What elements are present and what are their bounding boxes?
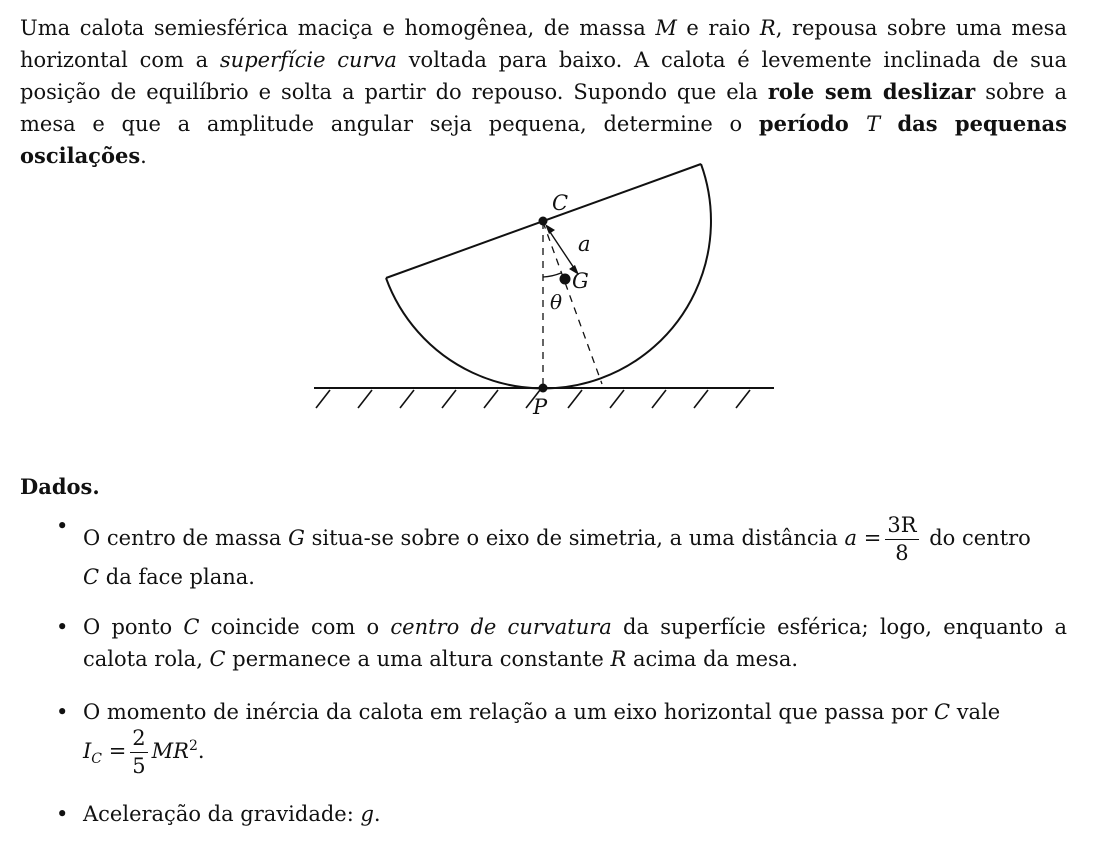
math-R: R [610, 647, 627, 671]
bold-text: período [758, 111, 867, 136]
math-a: a [844, 526, 858, 550]
math-C: C [933, 700, 951, 724]
emphasis-text: centro de curvatura [390, 615, 612, 639]
math-T: T [866, 112, 881, 136]
math-C: C [83, 565, 100, 589]
text-run: . [140, 144, 147, 168]
math-G: G [288, 526, 305, 550]
label-P: P [533, 395, 548, 419]
math-R: R [759, 16, 776, 40]
bold-text: das pequenas oscilações [20, 111, 1067, 168]
list-item: • O centro de massa G situa-se sobre o eixo de simetria, a uma distância a = $\frac{3R}{8}$ do centro C da face plana. [20, 513, 1067, 590]
arrowhead-up [545, 224, 555, 234]
label-a: a [578, 232, 591, 256]
math-C: C [209, 647, 226, 671]
problem-statement [20, 12, 1067, 172]
list-item: • O momento de inércia da calota em relação a um eixo horizontal que passa por C vale $I_C$ = $\frac{2}{5}$ $MR^2$. [20, 696, 1067, 777]
math-M: M [655, 16, 677, 40]
fraction-2-over-5: $\frac{2}{5}$ [132, 726, 146, 778]
data-heading: Dados. [20, 474, 100, 499]
label-C: C [552, 191, 569, 215]
point-C [539, 217, 548, 226]
math-MR: MR [151, 739, 189, 763]
data-list [20, 513, 1067, 851]
list-item: • Aceleração da gravidade: g. [20, 798, 1067, 830]
fraction-3R-over-8: $\frac{3R}{8}$ [887, 513, 917, 565]
text-run: , repousa sobre uma mesa horizontal com a [20, 16, 1067, 72]
text-run: Uma calota semiesférica maciça e homogênea, de massa [20, 16, 656, 40]
text-run: e raio [676, 16, 760, 40]
math-I: I [83, 739, 92, 763]
list-item: • O ponto C coincide com o centro de curvatura da superfície esférica; logo, enquanto a calota rola, C permanece a uma altura constante R acima da mesa. [20, 611, 1067, 675]
bold-text: role sem deslizar [767, 79, 976, 104]
math-g: g [360, 802, 374, 826]
text-run: sobre a mesa e que a amplitude angular seja pequena, determine o [20, 80, 1067, 136]
theta-arc [543, 273, 561, 277]
point-P [539, 384, 548, 393]
math-C: C [183, 615, 200, 639]
emphasis-text: superfície curva [219, 48, 397, 72]
label-G: G [572, 269, 589, 293]
text-run: voltada para baixo. A calota é levemente inclinada de sua posição de equilíbrio e solta a partir do repouso. Supondo que ela [20, 48, 1067, 104]
hemisphere-figure [300, 150, 780, 430]
label-theta: θ [550, 290, 563, 314]
point-G [560, 274, 571, 285]
